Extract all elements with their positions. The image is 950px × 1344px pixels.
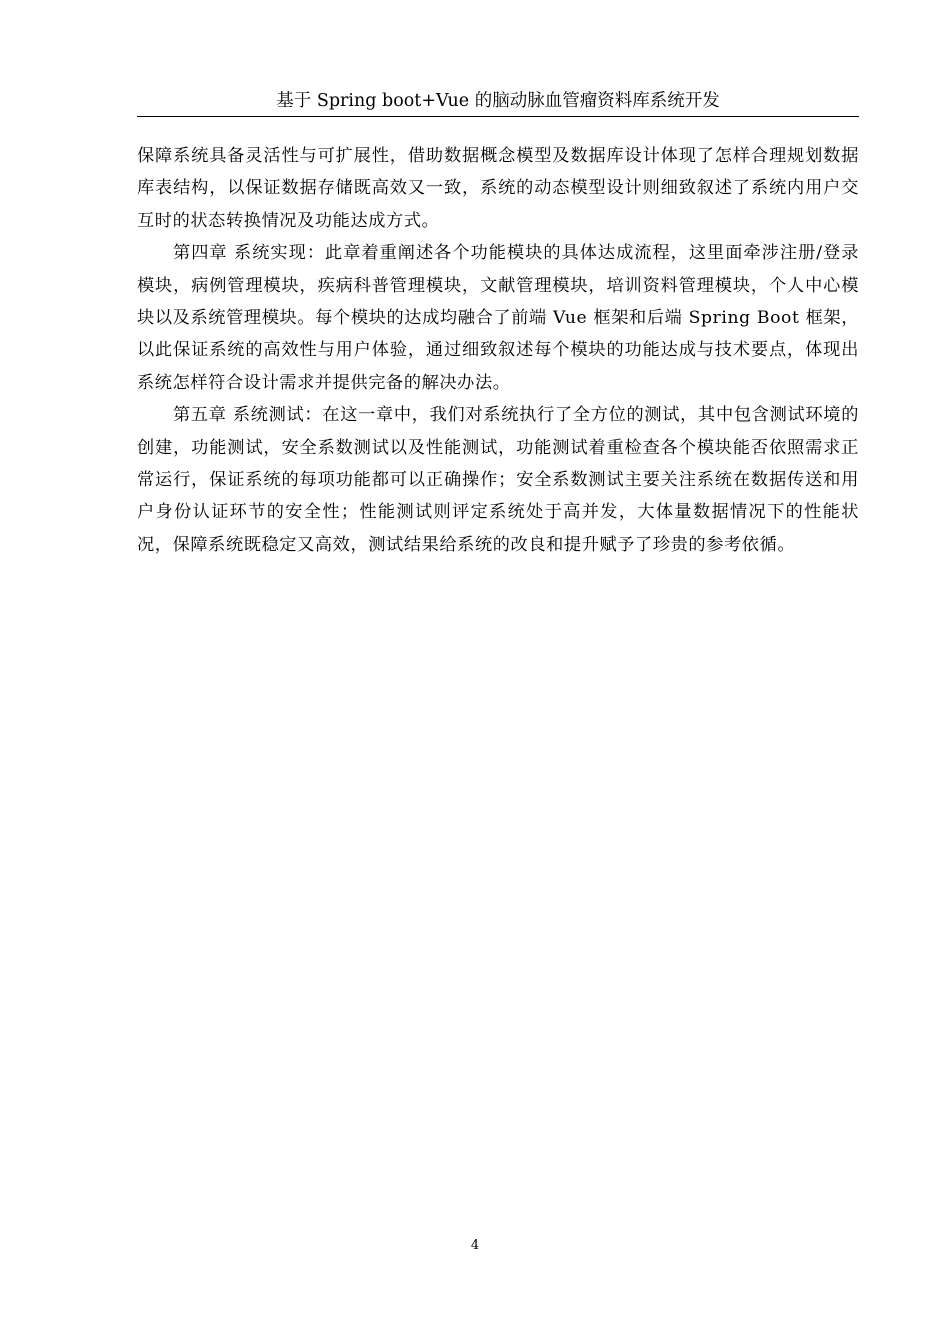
paragraph-chapter-four: 第四章 系统实现：此章着重阐述各个功能模块的具体达成流程，这里面牵涉注册/登录模块，病例管理模块，疾病科普管理模块，文献管理模块，培训资料管理模块，个人中心模块以及系统管理模块。每个模块的达成均融合了前端 Vue 框架和后端 Spring Boot 框架，以此保证系统的高效性与用户体验，通过细致叙述每个模块的功能达成与技术要点，体现出系统怎样符合设计需求并提供完备的解决办法。 (137, 243, 859, 393)
running-header: 基于 Spring boot+Vue 的脑动脉血管瘤资料库系统开发 (276, 91, 720, 111)
page-number: 4 (470, 1238, 480, 1253)
body-text (137, 140, 859, 561)
header-rule (137, 116, 859, 117)
paragraph-continuation: 保障系统具备灵活性与可扩展性，借助数据概念模型及数据库设计体现了怎样合理规划数据库表结构，以保证数据存储既高效又一致，系统的动态模型设计则细致叙述了系统内用户交互时的状态转换情况及功能达成方式。 (137, 146, 859, 231)
paragraph-chapter-five: 第五章 系统测试：在这一章中，我们对系统执行了全方位的测试，其中包含测试环境的创建，功能测试，安全系数测试以及性能测试，功能测试着重检查各个模块能否依照需求正常运行，保证系统的每项功能都可以正确操作；安全系数测试主要关注系统在数据传送和用户身份认证环节的安全性；性能测试则评定系统处于高并发，大体量数据情况下的性能状况，保障系统既稳定又高效，测试结果给系统的改良和提升赋予了珍贵的参考依循。 (137, 405, 859, 555)
